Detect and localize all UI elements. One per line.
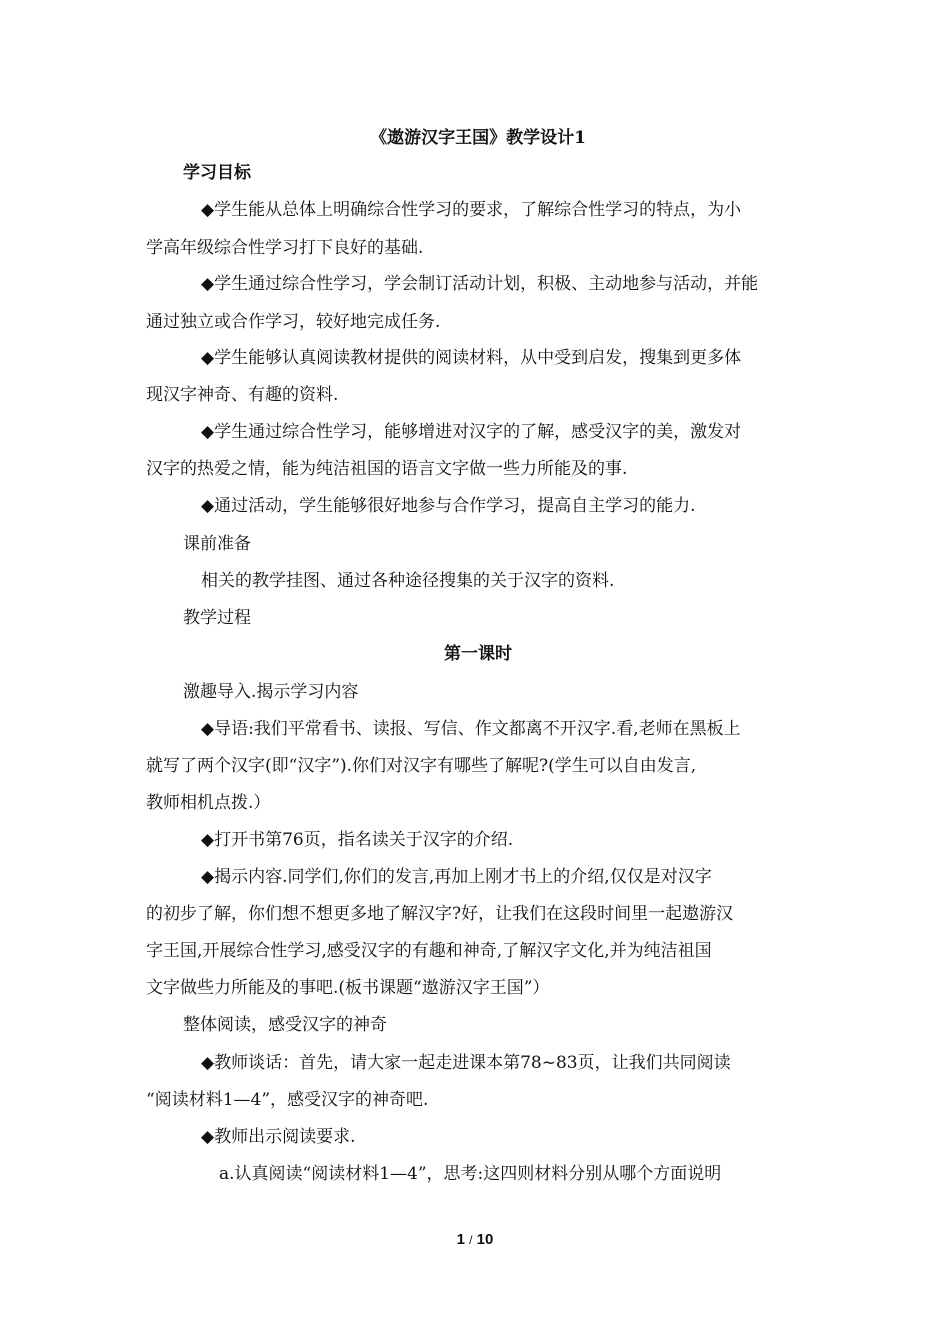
goal-4-line-2: 汉字的热爱之情，能为纯洁祖国的语言文字做一些力所能及的事. [146,459,628,479]
step-1-para-3-line-2: 的初步了解，你们想不想更多地了解汉字?好，让我们在这段时间里一起遨游汉 [146,904,734,924]
goal-1-line-2: 学高年级综合性学习打下良好的基础. [146,238,424,258]
preparation-text: 相关的教学挂图、通过各种途径搜集的关于汉字的资料. [201,571,615,591]
page-number-footer [0,1230,950,1250]
goal-2-line-2: 通过独立或合作学习，较好地完成任务. [146,312,441,332]
page-current: 1 [456,1231,465,1248]
step-1-para-2: ◆打开书第76页，指名读关于汉字的介绍. [201,830,514,850]
goal-5: ◆通过活动，学生能够很好地参与合作学习，提高自主学习的能力. [201,496,696,516]
step-2-para-3: a.认真阅读“阅读材料1—4”，思考:这四则材料分别从哪个方面说明 [219,1164,722,1184]
lesson-1-title: 第一课时 [444,644,512,664]
heading-preparation: 课前准备 [183,534,251,554]
document-title: 《遨游汉字王国》教学设计1 [370,128,586,148]
heading-learning-goals: 学习目标 [183,163,251,183]
step-1-para-3-line-3: 字王国,开展综合性学习,感受汉字的有趣和神奇,了解汉字文化,并为纯洁祖国 [146,941,712,961]
goal-4-line-1: ◆学生通过综合性学习，能够增进对汉字的了解，感受汉字的美，激发对 [201,422,742,442]
goal-2-line-1: ◆学生通过综合性学习，学会制订活动计划，积极、主动地参与活动，并能 [201,274,759,294]
step-1-para-3-line-4: 文字做些力所能及的事吧.(板书课题“遨游汉字王国”） [146,978,550,998]
step-2-title: 整体阅读，感受汉字的神奇 [183,1015,387,1035]
goal-3-line-1: ◆学生能够认真阅读教材提供的阅读材料，从中受到启发，搜集到更多体 [201,348,742,368]
step-2-para-2: ◆教师出示阅读要求. [201,1127,356,1147]
step-1-para-3-line-1: ◆揭示内容.同学们,你们的发言,再加上刚才书上的介绍,仅仅是对汉字 [201,867,712,887]
heading-teaching-process: 教学过程 [183,608,251,628]
goal-3-line-2: 现汉字神奇、有趣的资料. [146,385,339,405]
page-total: 10 [476,1231,494,1248]
step-2-para-1-line-2: “阅读材料1—4”，感受汉字的神奇吧. [146,1090,429,1110]
step-1-para-1-line-1: ◆导语:我们平常看书、读报、写信、作文都离不开汉字.看,老师在黑板上 [201,719,741,739]
goal-1-line-1: ◆学生能从总体上明确综合性学习的要求，了解综合性学习的特点，为小 [201,200,742,220]
step-1-para-1-line-3: 教师相机点拨.） [146,793,271,813]
step-1-para-1-line-2: 就写了两个汉字(即“汉字”).你们对汉字有哪些了解呢?(学生可以自由发言, [146,756,697,776]
step-2-para-1-line-1: ◆教师谈话：首先，请大家一起走进课本第78~83页，让我们共同阅读 [201,1053,731,1073]
page-separator: / [469,1233,473,1247]
step-1-title: 激趣导入.揭示学习内容 [183,682,359,702]
